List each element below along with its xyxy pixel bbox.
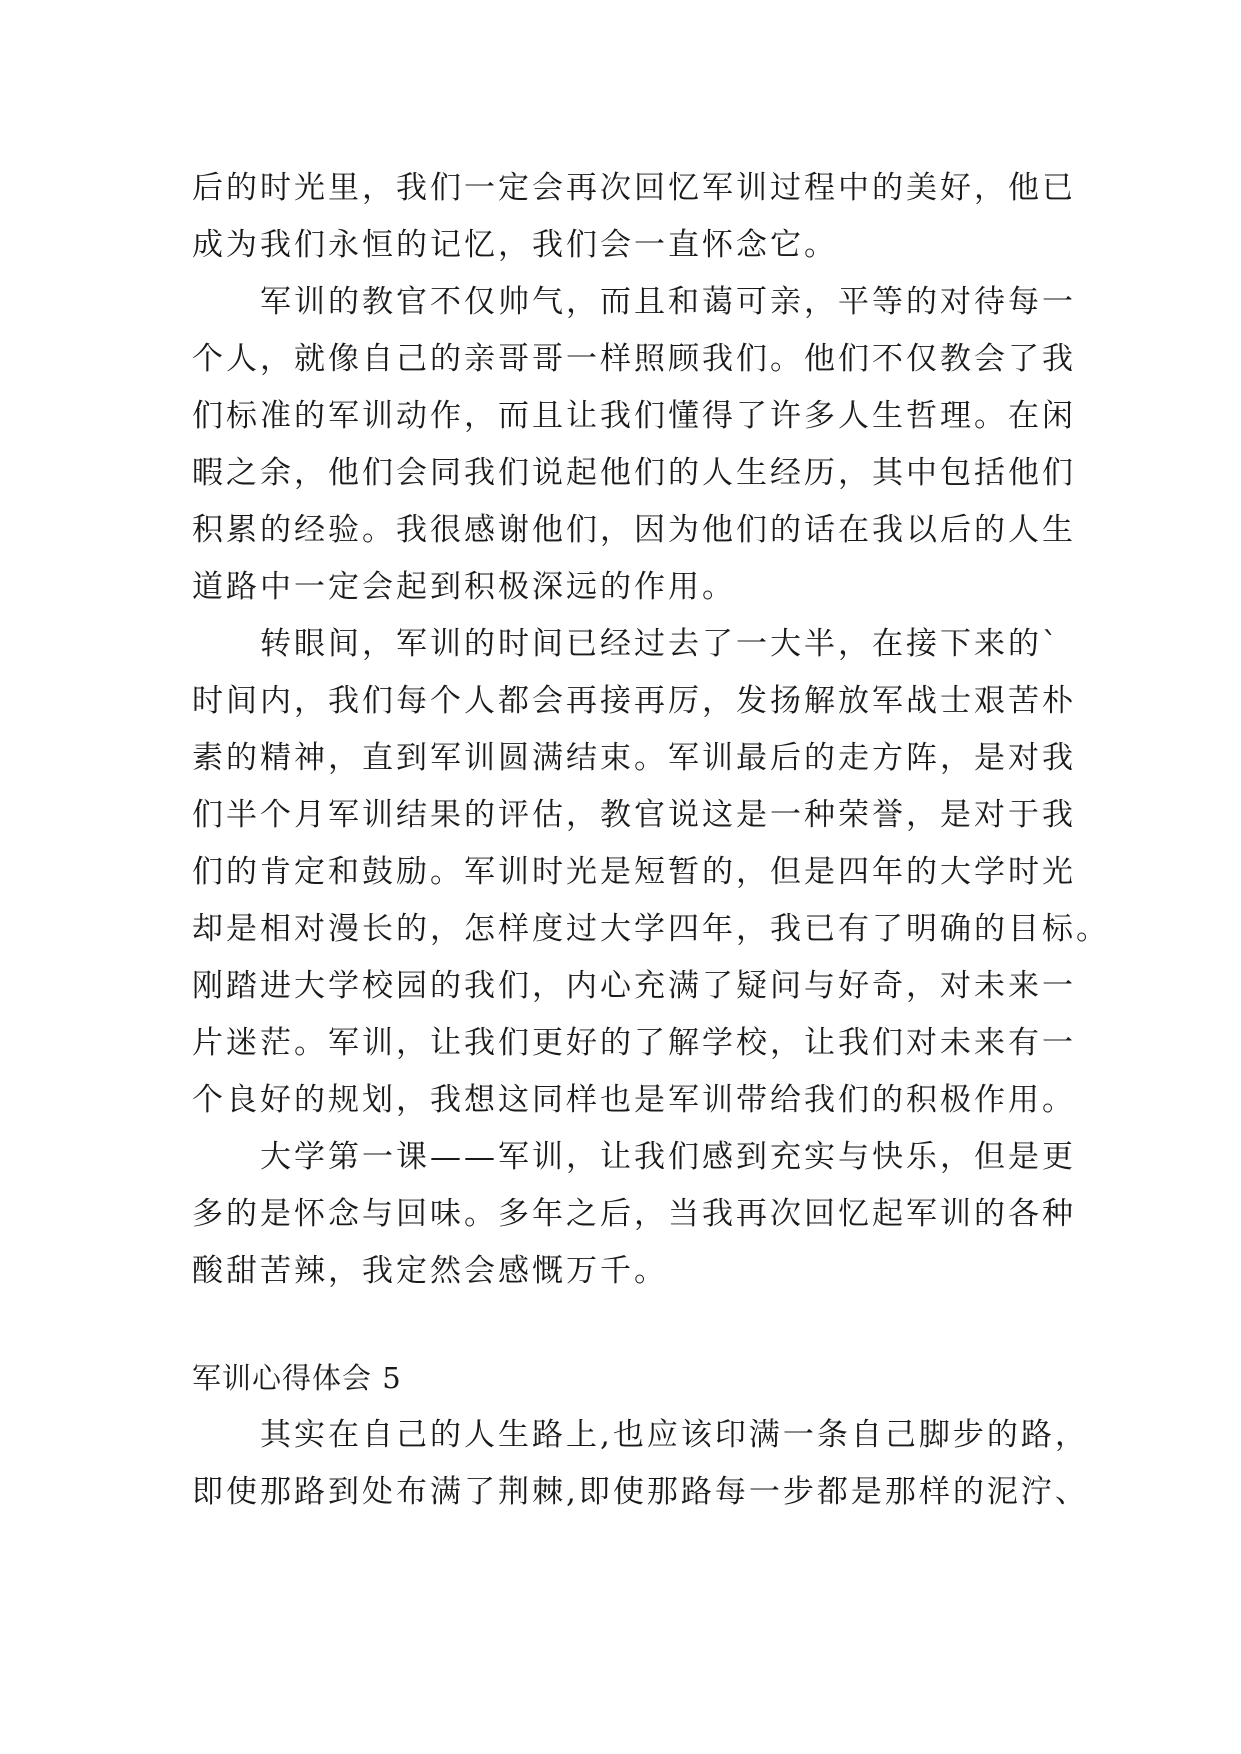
- text-line: 其实在自己的人生路上,也应该印满一条自己脚步的路，: [260, 1417, 1089, 1453]
- text-line: 个良好的规划，我想这同样也是军训带给我们的积极作用。: [192, 1082, 1076, 1118]
- text-line: 后的时光里，我们一定会再次回忆军训过程中的美好，他已: [192, 170, 1076, 206]
- paragraph: [192, 616, 1110, 1129]
- text-line: 大学第一课——军训，让我们感到充实与快乐，但是更: [260, 1139, 1076, 1175]
- section-title: 军训心得体会 5: [192, 1361, 402, 1395]
- text-line: 们的肯定和鼓励。军训时光是短暂的，但是四年的大学时光: [192, 854, 1076, 890]
- text-line: 军训的教官不仅帅气，而且和蔼可亲，平等的对待每一: [260, 284, 1076, 320]
- section-heading: [192, 1350, 1052, 1407]
- paragraph: [192, 274, 1076, 616]
- text-line: 们半个月军训结果的评估，教官说这是一种荣誉，是对于我: [192, 797, 1076, 833]
- paragraph: [192, 1129, 1076, 1300]
- text-line: 素的精神，直到军训圆满结束。军训最后的走方阵，是对我: [192, 740, 1076, 776]
- text-line: 积累的经验。我很感谢他们，因为他们的话在我以后的人生: [192, 512, 1076, 548]
- text-line: 却是相对漫长的，怎样度过大学四年，我已有了明确的目标。: [192, 911, 1110, 947]
- text-line: 暇之余，他们会同我们说起他们的人生经历，其中包括他们: [192, 455, 1076, 491]
- paragraph: [192, 160, 1076, 274]
- paragraph: [192, 1407, 1089, 1521]
- text-line: 片迷茫。军训，让我们更好的了解学校，让我们对未来有一: [192, 1025, 1076, 1061]
- text-line: 酸甜苦辣，我定然会感慨万千。: [192, 1253, 668, 1289]
- text-line: 个人，就像自己的亲哥哥一样照顾我们。他们不仅教会了我: [192, 341, 1076, 377]
- section-spacer: [192, 1300, 1052, 1350]
- text-line: 成为我们永恒的记忆，我们会一直怀念它。: [192, 227, 838, 263]
- text-line: 道路中一定会起到积极深远的作用。: [192, 569, 736, 605]
- document-body: [192, 160, 1110, 1521]
- text-line: 们标准的军训动作，而且让我们懂得了许多人生哲理。在闲: [192, 398, 1076, 434]
- text-line: 刚踏进大学校园的我们，内心充满了疑问与好奇，对未来一: [192, 968, 1076, 1004]
- text-line: 多的是怀念与回味。多年之后，当我再次回忆起军训的各种: [192, 1196, 1076, 1232]
- text-line: 即使那路到处布满了荆棘,即使那路每一步都是那样的泥泞、: [192, 1474, 1089, 1510]
- text-line: 转眼间，军训的时间已经过去了一大半，在接下来的`: [260, 626, 1061, 662]
- text-line: 时间内，我们每个人都会再接再厉，发扬解放军战士艰苦朴: [192, 683, 1076, 719]
